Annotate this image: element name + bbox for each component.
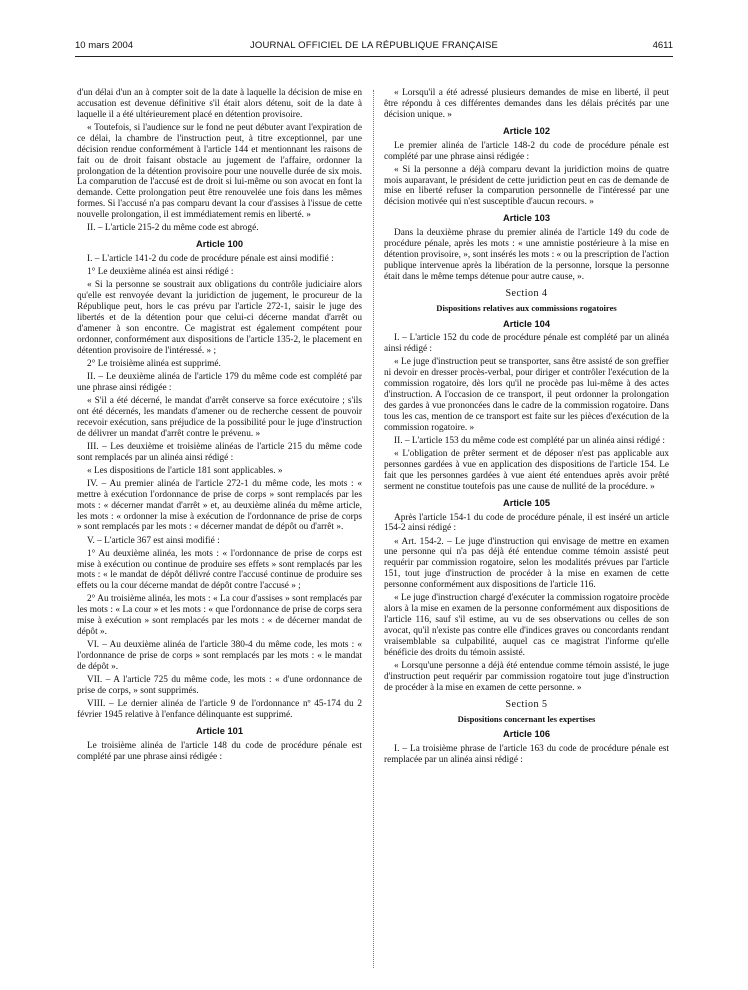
paragraph: Dans la deuxième phrase du premier alinéa de l'article 149 du code de procédure pénale, après les mots : « une amnistie postérieure à la mise en détention provisoire, », sont insérés les mots : « ou la prescription de l'action publique intervenue après la libération de la personne, lorsque la personne était dans le même temps détenue pour autre cause, ». bbox=[384, 228, 669, 282]
header-page-number: 4611 bbox=[652, 40, 673, 51]
right-column bbox=[384, 88, 669, 968]
paragraph: « Art. 154-2. – Le juge d'instruction qui envisage de mettre en examen une personne qui n'a pas déjà été entendue comme témoin assisté peut requérir par commission rogatoire, selon les modalités prévues par l'article 151, tout juge d'instruction de procéder à la mise en examen de cette personne conformément aux dispositions de l'article 116. bbox=[384, 536, 669, 591]
paragraph: I. – L'article 141-2 du code de procédure pénale est ainsi modifié : bbox=[87, 254, 334, 265]
header-date: 10 mars 2004 bbox=[75, 40, 134, 51]
paragraph: II. – Le deuxième alinéa de l'article 179 du même code est complété par une phrase ainsi rédigée : bbox=[77, 371, 362, 393]
paragraph: « Lorsqu'il a été adressé plusieurs demandes de mise en liberté, il peut être répondu à ces différentes demandes dans les délais précités par une décision unique. » bbox=[384, 88, 669, 120]
paragraph: « Si la personne a déjà comparu devant la juridiction moins de quatre mois auparavant, le président de cette juridiction peut en cas de demande de mise en liberté refuser la comparution personnelle de l'intéressé par une décision motivée qui n'est susceptible d'aucun recours. » bbox=[384, 164, 669, 208]
section-title: Dispositions relatives aux commissions rogatoires bbox=[436, 302, 617, 313]
article-heading: Article 101 bbox=[195, 725, 244, 736]
paragraph: « Si la personne se soustrait aux obligations du contrôle judiciaire alors qu'elle est renvoyée devant la juridiction de jugement, le procureur de la République peut, hors le cas prévu par l'article 272-1, saisir le juge des libertés et de la détention pour que celui-ci décerne mandat d'arrêt ou d'amener à son encontre. Ce magistrat est également compétent pour ordonner, conformément aux dispositions de l'article 135-2, le placement en détention provisoire de l'intéressé. » ; bbox=[77, 280, 362, 356]
paragraph: 2° Au troisième alinéa, les mots : « La cour d'assises » sont remplacés par les mots : « La cour » et les mots : « que l'ordonnance de prise de corps sera mise à exécution » sont remplacés par les mots : « de décerner mandat de dépôt ». bbox=[77, 594, 362, 638]
paragraph: 1° Le deuxième alinéa est ainsi rédigé : bbox=[87, 267, 234, 278]
page-header bbox=[75, 40, 673, 56]
paragraph: « Toutefois, si l'audience sur le fond ne peut débuter avant l'expiration de ce délai, la chambre de l'instruction peut, à titre exceptionnel, par une décision rendue conformément à l'article 144 et mentionnant les raisons de fait ou de droit faisant obstacle au jugement de l'affaire, ordonner la prolongation de la détention provisoire pour une nouvelle durée de six mois. La comparution de l'accusé est de droit si lui-même ou son avocat en font la demande. Cette prolongation peut être renouvelée une fois dans les mêmes formes. Si l'accusé n'a pas comparu devant la cour d'assises à l'issue de cette nouvelle prolongation, il est immédiatement remis en liberté. » bbox=[77, 122, 362, 221]
paragraph: Le premier alinéa de l'article 148-2 du code de procédure pénale est complété par une phrase ainsi rédigée : bbox=[384, 140, 669, 162]
paragraph: VII. – A l'article 725 du même code, les mots : « d'une ordonnance de prise de corps, » sont supprimés. bbox=[77, 675, 362, 697]
paragraph: d'un délai d'un an à compter soit de la date à laquelle la décision de mise en accusation est devenue définitive s'il était alors détenu, soit de la date à laquelle il a été ultérieurement placé en détention provisoire. bbox=[77, 88, 362, 120]
article-heading: Article 105 bbox=[502, 497, 551, 508]
paragraph: IV. – Au premier alinéa de l'article 272-1 du même code, les mots : « mettre à exécution l'ordonnance de prise de corps » sont remplacés par les mots : « décerner mandat d'arrêt » et, au deuxième alinéa du même article, les mots : « ordonner la mise à exécution de l'ordonnance de prise de corps » sont remplacés par les mots : « décerner mandat de dépôt ou d'arrêt ». bbox=[77, 478, 362, 533]
paragraph: Après l'article 154-1 du code de procédure pénale, il est inséré un article 154-2 ainsi rédigé : bbox=[384, 512, 669, 534]
header-title: JOURNAL OFFICIEL DE LA RÉPUBLIQUE FRANÇAISE bbox=[249, 40, 499, 51]
paragraph: Le troisième alinéa de l'article 148 du code de procédure pénale est complété par une phrase ainsi rédigée : bbox=[77, 740, 362, 762]
paragraph: 2° Le troisième alinéa est supprimé. bbox=[87, 358, 221, 369]
paragraph: VI. – Au deuxième alinéa de l'article 380-4 du même code, les mots : « l'ordonnance de prise de corps » sont remplacés par les mots : « le mandat de dépôt ». bbox=[77, 640, 362, 673]
header-rule bbox=[75, 56, 673, 57]
section-heading: Section 4 bbox=[505, 287, 548, 299]
paragraph: II. – L'article 215-2 du même code est abrogé. bbox=[87, 223, 259, 234]
article-heading: Article 104 bbox=[502, 318, 551, 329]
paragraph: « L'obligation de prêter serment et de déposer n'est pas applicable aux personnes gardées à vue en application des dispositions de l'article 154. Le fait que les personnes gardées à vue aient été entendues après avoir prêté serment ne constitue toutefois pas une cause de nullité de la procédure. » bbox=[384, 449, 669, 492]
paragraph: VIII. – Le dernier alinéa de l'article 9 de l'ordonnance nº 45-174 du 2 février 1945 relative à l'enfance délinquante est supprimé. bbox=[77, 699, 362, 721]
paragraph: II. – L'article 153 du même code est complété par un alinéa ainsi rédigé : bbox=[394, 435, 665, 446]
paragraph: « Lorsqu'une personne a déjà été entendue comme témoin assisté, le juge d'instruction peut requérir par commission rogatoire tout juge d'instruction de procéder à la mise en examen de cette personne. » bbox=[384, 660, 669, 693]
paragraph: III. – Les deuxième et troisième alinéas de l'article 215 du même code sont remplacés par un alinéa ainsi rédigé : bbox=[77, 441, 362, 463]
paragraph: I. – L'article 152 du code de procédure pénale est complété par un alinéa ainsi rédigé : bbox=[384, 333, 669, 355]
paragraph: I. – La troisième phrase de l'article 163 du code de procédure pénale est remplacée par un alinéa ainsi rédigé : bbox=[384, 744, 669, 766]
paragraph: « S'il a été décerné, le mandat d'arrêt conserve sa force exécutoire ; s'ils ont été décernés, les mandats d'amener ou de recherche cessent de pouvoir recevoir exécution, sans préjudice de la possibilité pour le juge d'instruction de délivrer un mandat d'arrêt contre le prévenu. » bbox=[77, 395, 362, 439]
column-separator bbox=[373, 90, 374, 968]
section-heading: Section 5 bbox=[505, 698, 548, 710]
paragraph: « Les dispositions de l'article 181 sont applicables. » bbox=[87, 465, 283, 476]
paragraph: V. – L'article 367 est ainsi modifié : bbox=[87, 535, 220, 546]
article-heading: Article 106 bbox=[502, 729, 551, 740]
section-title: Dispositions concernant les expertises bbox=[457, 713, 596, 724]
paragraph: 1° Au deuxième alinéa, les mots : « l'ordonnance de prise de corps est mise à exécution ou continue de produire ses effets » sont remplacés par les mots : « le mandat de dépôt délivré contre l'accusé continue de produire ses effets ou la cour décerne mandat de dépôt contre l'accusé » ; bbox=[77, 548, 362, 592]
left-column bbox=[77, 88, 362, 968]
paragraph: « Le juge d'instruction peut se transporter, sans être assisté de son greffier ni devoir en dresser procès-verbal, pour diriger et contrôler l'exécution de la commission rogatoire, dès lors qu'il ne procède pas lui-même à des actes d'instruction. A l'occasion de ce transport, il peut ordonner la prolongation des gardes à vue prononcées dans le cadre de la commission rogatoire. Dans tous les cas, mention de ce transport est faite sur les pièces d'exécution de la commission rogatoire. » bbox=[384, 357, 669, 433]
article-heading: Article 103 bbox=[502, 213, 551, 224]
article-heading: Article 100 bbox=[195, 239, 244, 250]
article-heading: Article 102 bbox=[502, 125, 551, 136]
paragraph: « Le juge d'instruction chargé d'exécuter la commission rogatoire procède alors à la mise en examen de la personne conformément aux dispositions de l'article 116, sauf s'il estime, au vu de ses observations ou celles de son avocat, qu'il n'existe pas contre elle d'indices graves ou concordants rendant vraisemblable sa culpabilité, auquel cas ce magistrat l'informe qu'elle bénéficie des droits du témoin assisté. bbox=[384, 593, 669, 658]
